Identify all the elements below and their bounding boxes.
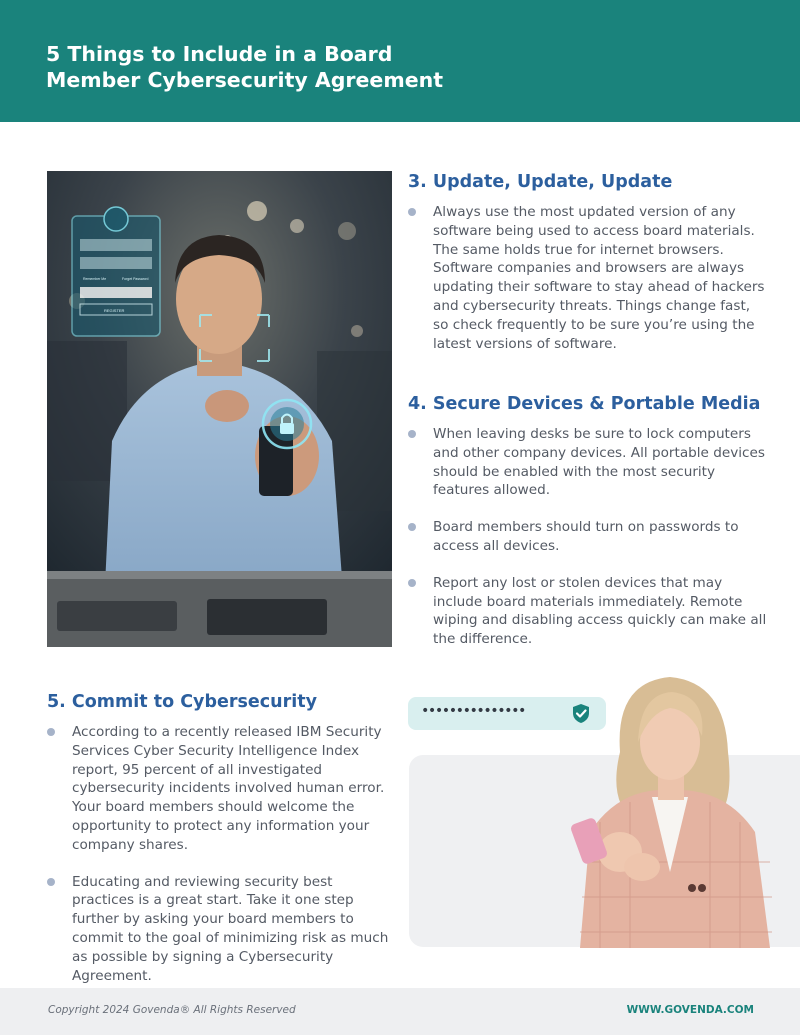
section4-bullet-2: Board members should turn on passwords to access all devices. (433, 519, 739, 554)
bullet-icon (408, 523, 416, 531)
section5-bullet-1: According to a recently released IBM Security Services Cyber Security Intelligence Index report, 95 percent of all investigated cybersecurity incidents involved human error. Your board members should welcome the opportunity to protect any information your company shares. (72, 724, 385, 853)
list-item (408, 425, 768, 500)
section3-bullet-1: Always use the most updated version of any software being used to access board materials. The same holds true for internet browsers. Software companies and browsers are always updating their software to stay ahead of hackers and cybersecurity threats. Things change fast, so check frequently to be sure you’re using the latest versions of software. (433, 204, 765, 352)
section3-heading: 3. Update, Update, Update (408, 172, 673, 192)
bullet-icon (47, 878, 55, 886)
list-item (47, 723, 397, 855)
copyright-text: Copyright 2024 Govenda® All Rights Reserved (48, 1004, 296, 1016)
password-masked-value: ••••••••••••••• (421, 703, 525, 719)
bullet-icon (408, 579, 416, 587)
page-title-line1: 5 Things to Include in a Board (46, 42, 393, 66)
section5-bullet-2: Educating and reviewing security best practices is a great start. Take it one step further by asking your board members to commit to the goal of minimizing risk as much as possible by signing a Cybersecurity Agreement. (72, 873, 389, 984)
login-forgot-label: Forget Password (122, 277, 149, 281)
bullet-icon (47, 728, 55, 736)
man-with-phone-photo (47, 171, 392, 647)
section4-bullet-1: When leaving desks be sure to lock computers and other company devices. All portable devices should be enabled with the most security features allowed. (433, 426, 765, 499)
page-title-line2: Member Cybersecurity Agreement (46, 68, 443, 92)
bullet-icon (408, 208, 416, 216)
section4-bullet-3: Report any lost or stolen devices that may include board materials immediately. Remote wiping and disabling access quickly can make all the difference. (433, 574, 767, 648)
section4-heading: 4. Secure Devices & Portable Media (408, 394, 761, 414)
bullet-icon (408, 430, 416, 438)
page-header (0, 0, 800, 122)
woman-with-phone-photo (560, 672, 800, 948)
section5-heading: 5. Commit to Cybersecurity (47, 692, 317, 712)
page-footer (0, 988, 800, 1035)
page-title (46, 41, 606, 93)
login-register-button-label: REGISTER (104, 308, 125, 313)
list-item (408, 203, 768, 353)
section5-list (47, 723, 397, 985)
list-item (47, 873, 397, 986)
list-item (408, 518, 768, 556)
login-remember-label: Remember Me (83, 277, 107, 281)
section4-list (408, 425, 768, 649)
section3-list (408, 203, 768, 353)
website-link[interactable]: WWW.GOVENDA.COM (626, 1004, 754, 1016)
list-item (408, 574, 768, 649)
